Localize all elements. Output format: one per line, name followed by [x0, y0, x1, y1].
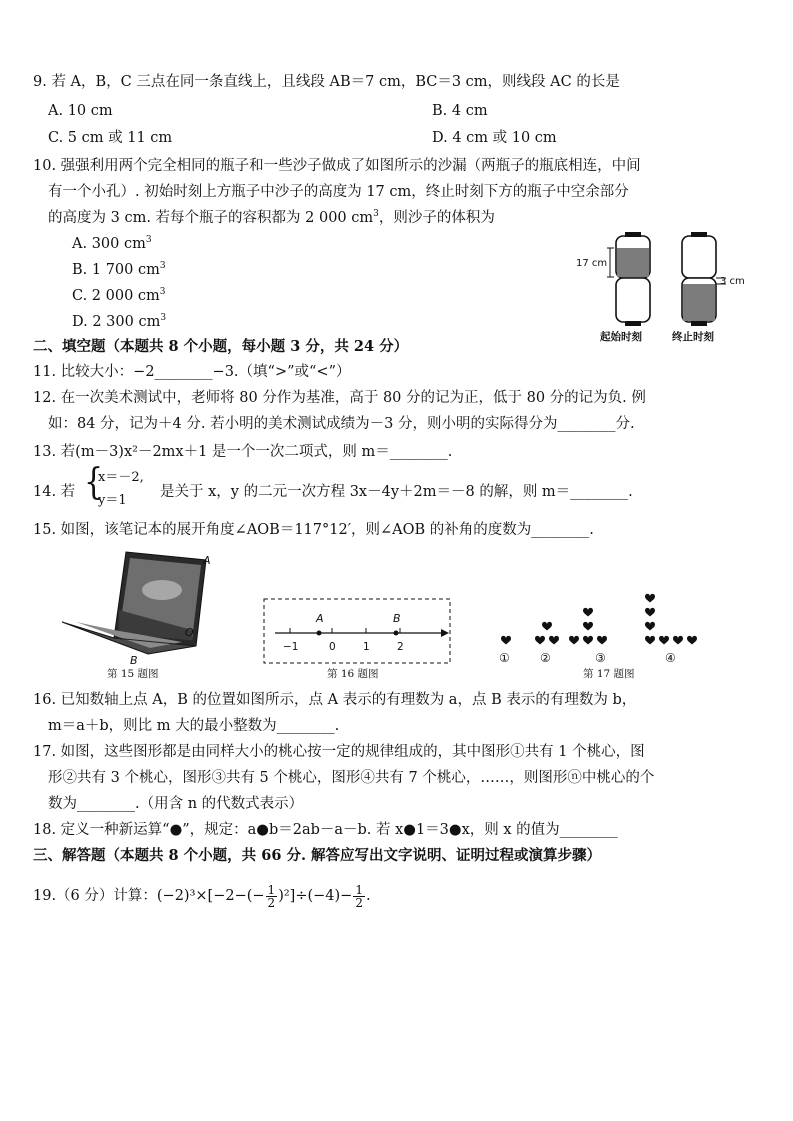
numberline-point-b-label: B [393, 612, 401, 625]
q18: 18. 定义一种新运算“●”，规定：a●b＝2ab－a－b. 若 x●1＝3●x，则 x 的值为________ [33, 822, 618, 838]
q10-option-b: B. 1 700 $cm^3$ [72, 261, 166, 278]
q10-line3: 的高度为 3 cm. 若每个瓶子的容积都为 2 000 $cm^3$，则沙子的体积为 [48, 209, 495, 226]
laptop-label-a: A [203, 554, 211, 567]
hearts-figure-2-label: ② [540, 651, 551, 665]
q9-option-a: A. 10 cm [48, 103, 113, 119]
hourglass-end-caption: 终止时刻 [672, 331, 714, 343]
q17-line1: 17. 如图，这些图形都是由同样大小的桃心按一定的规律组成的，其中图形①共有 1 个桃心，图 [33, 744, 645, 760]
numberline-point-a-label: A [316, 612, 324, 625]
q9-option-d: D. 4 cm 或 10 cm [432, 130, 557, 146]
q16-line1: 16. 已知数轴上点 A，B 的位置如图所示，点 A 表示的有理数为 a，点 B 表示的有理数为 b， [33, 692, 637, 708]
hourglass-17cm-label: 17 cm [576, 258, 608, 269]
laptop-label-o: O [185, 626, 194, 639]
laptop-label-b: B [130, 654, 138, 667]
q10-line2: 有一个小孔）. 初始时刻上方瓶子中沙子的高度为 17 cm，终止时刻下方的瓶子中空余部分 [48, 184, 629, 200]
numberline-tick-0: 0 [329, 641, 336, 653]
hearts-figure-1-label: ① [499, 651, 510, 665]
q12-line2: 如：84 分，记为＋4 分. 若小明的美术测试成绩为－3 分，则小明的实际得分为________分. [48, 416, 635, 432]
q9-option-c: C. 5 cm 或 11 cm [48, 130, 173, 146]
q14-system-row1: x＝－2, [98, 470, 144, 485]
q17-line2: 形②共有 3 个桃心，图形③共有 5 个桃心，图形④共有 7 个桃心，……，则图形ⓝ中桃心的个 [48, 770, 655, 786]
q9-option-b: B. 4 cm [432, 103, 488, 119]
q14-system-row2: y＝1 [98, 493, 127, 508]
hourglass-start [607, 232, 650, 326]
numberline-tick-minus1: −1 [283, 641, 299, 653]
q10-option-a: A. 300 $cm^3$ [72, 235, 152, 252]
laptop-figure [58, 550, 228, 668]
q19-part1: 19.（6 分）计算：(−2)³×[−2−(− [33, 888, 265, 904]
q14-prefix: 14. 若 [33, 484, 76, 500]
q13: 13. 若(m－3)x²－2mx＋1 是一个一次二项式，则 m＝________. [33, 444, 453, 460]
q10-option-c: C. 2 000 $cm^3$ [72, 287, 166, 304]
q14-rest: 是关于 x，y 的二元一次方程 3x－4y＋2m＝－8 的解，则 m＝________. [160, 484, 633, 500]
q10-line1: 10. 强强利用两个完全相同的瓶子和一些沙子做成了如图所示的沙漏（两瓶子的瓶底相连，中间 [33, 158, 641, 174]
figure-16-caption: 第 16 题图 [327, 668, 379, 680]
q19-part3: . [365, 888, 371, 904]
q19-fraction-1: $\frac{1}{2}$ [267, 882, 276, 910]
q12-line1: 12. 在一次美术测试中，老师将 80 分作为基准，高于 80 分的记为正，低于 80 分的记为负. 例 [33, 390, 646, 406]
figure-15-caption: 第 15 题图 [107, 668, 159, 680]
q14-brace: { [84, 461, 104, 504]
hearts-figure-3-label: ③ [595, 651, 606, 665]
q10-option-d: D. 2 300 $cm^3$ [72, 313, 167, 330]
q15: 15. 如图，该笔记本的展开角度∠AOB＝117°12′，则∠AOB 的补角的度数为________. [33, 522, 594, 538]
q9-stem: 9. 若 A，B，C 三点在同一条直线上，且线段 AB＝7 cm，BC＝3 cm，则线段 AC 的长是 [33, 74, 620, 90]
number-line-figure [263, 598, 453, 666]
q19-fraction-2: $\frac{1}{2}$ [355, 882, 363, 910]
hourglass-3cm-label: 3 cm [720, 276, 745, 287]
hearts-figure-4-label: ④ [665, 651, 676, 665]
numberline-tick-1: 1 [363, 641, 370, 653]
section-3-heading: 三、解答题（本题共 8 个小题，共 66 分. 解答应写出文字说明、证明过程或演算步骤） [33, 847, 602, 864]
q11: 11. 比较大小：−2________−3.（填“>”或“<”） [33, 364, 351, 380]
hourglass-figure [570, 228, 760, 348]
numberline-tick-2: 2 [397, 641, 404, 653]
q16-line2: m＝a＋b，则比 m 大的最小整数为________. [48, 718, 340, 734]
figure-17-caption: 第 17 题图 [583, 668, 635, 680]
hourglass-start-caption: 起始时刻 [600, 331, 642, 343]
q19 [33, 880, 371, 912]
q17-line3: 数为________.（用含 n 的代数式表示） [48, 796, 304, 812]
q19-part2: )²]÷(−4)− [278, 888, 353, 904]
hearts-pattern-figure [492, 590, 712, 670]
section-2-heading: 二、填空题（本题共 8 个小题，每小题 3 分，共 24 分） [33, 338, 409, 355]
